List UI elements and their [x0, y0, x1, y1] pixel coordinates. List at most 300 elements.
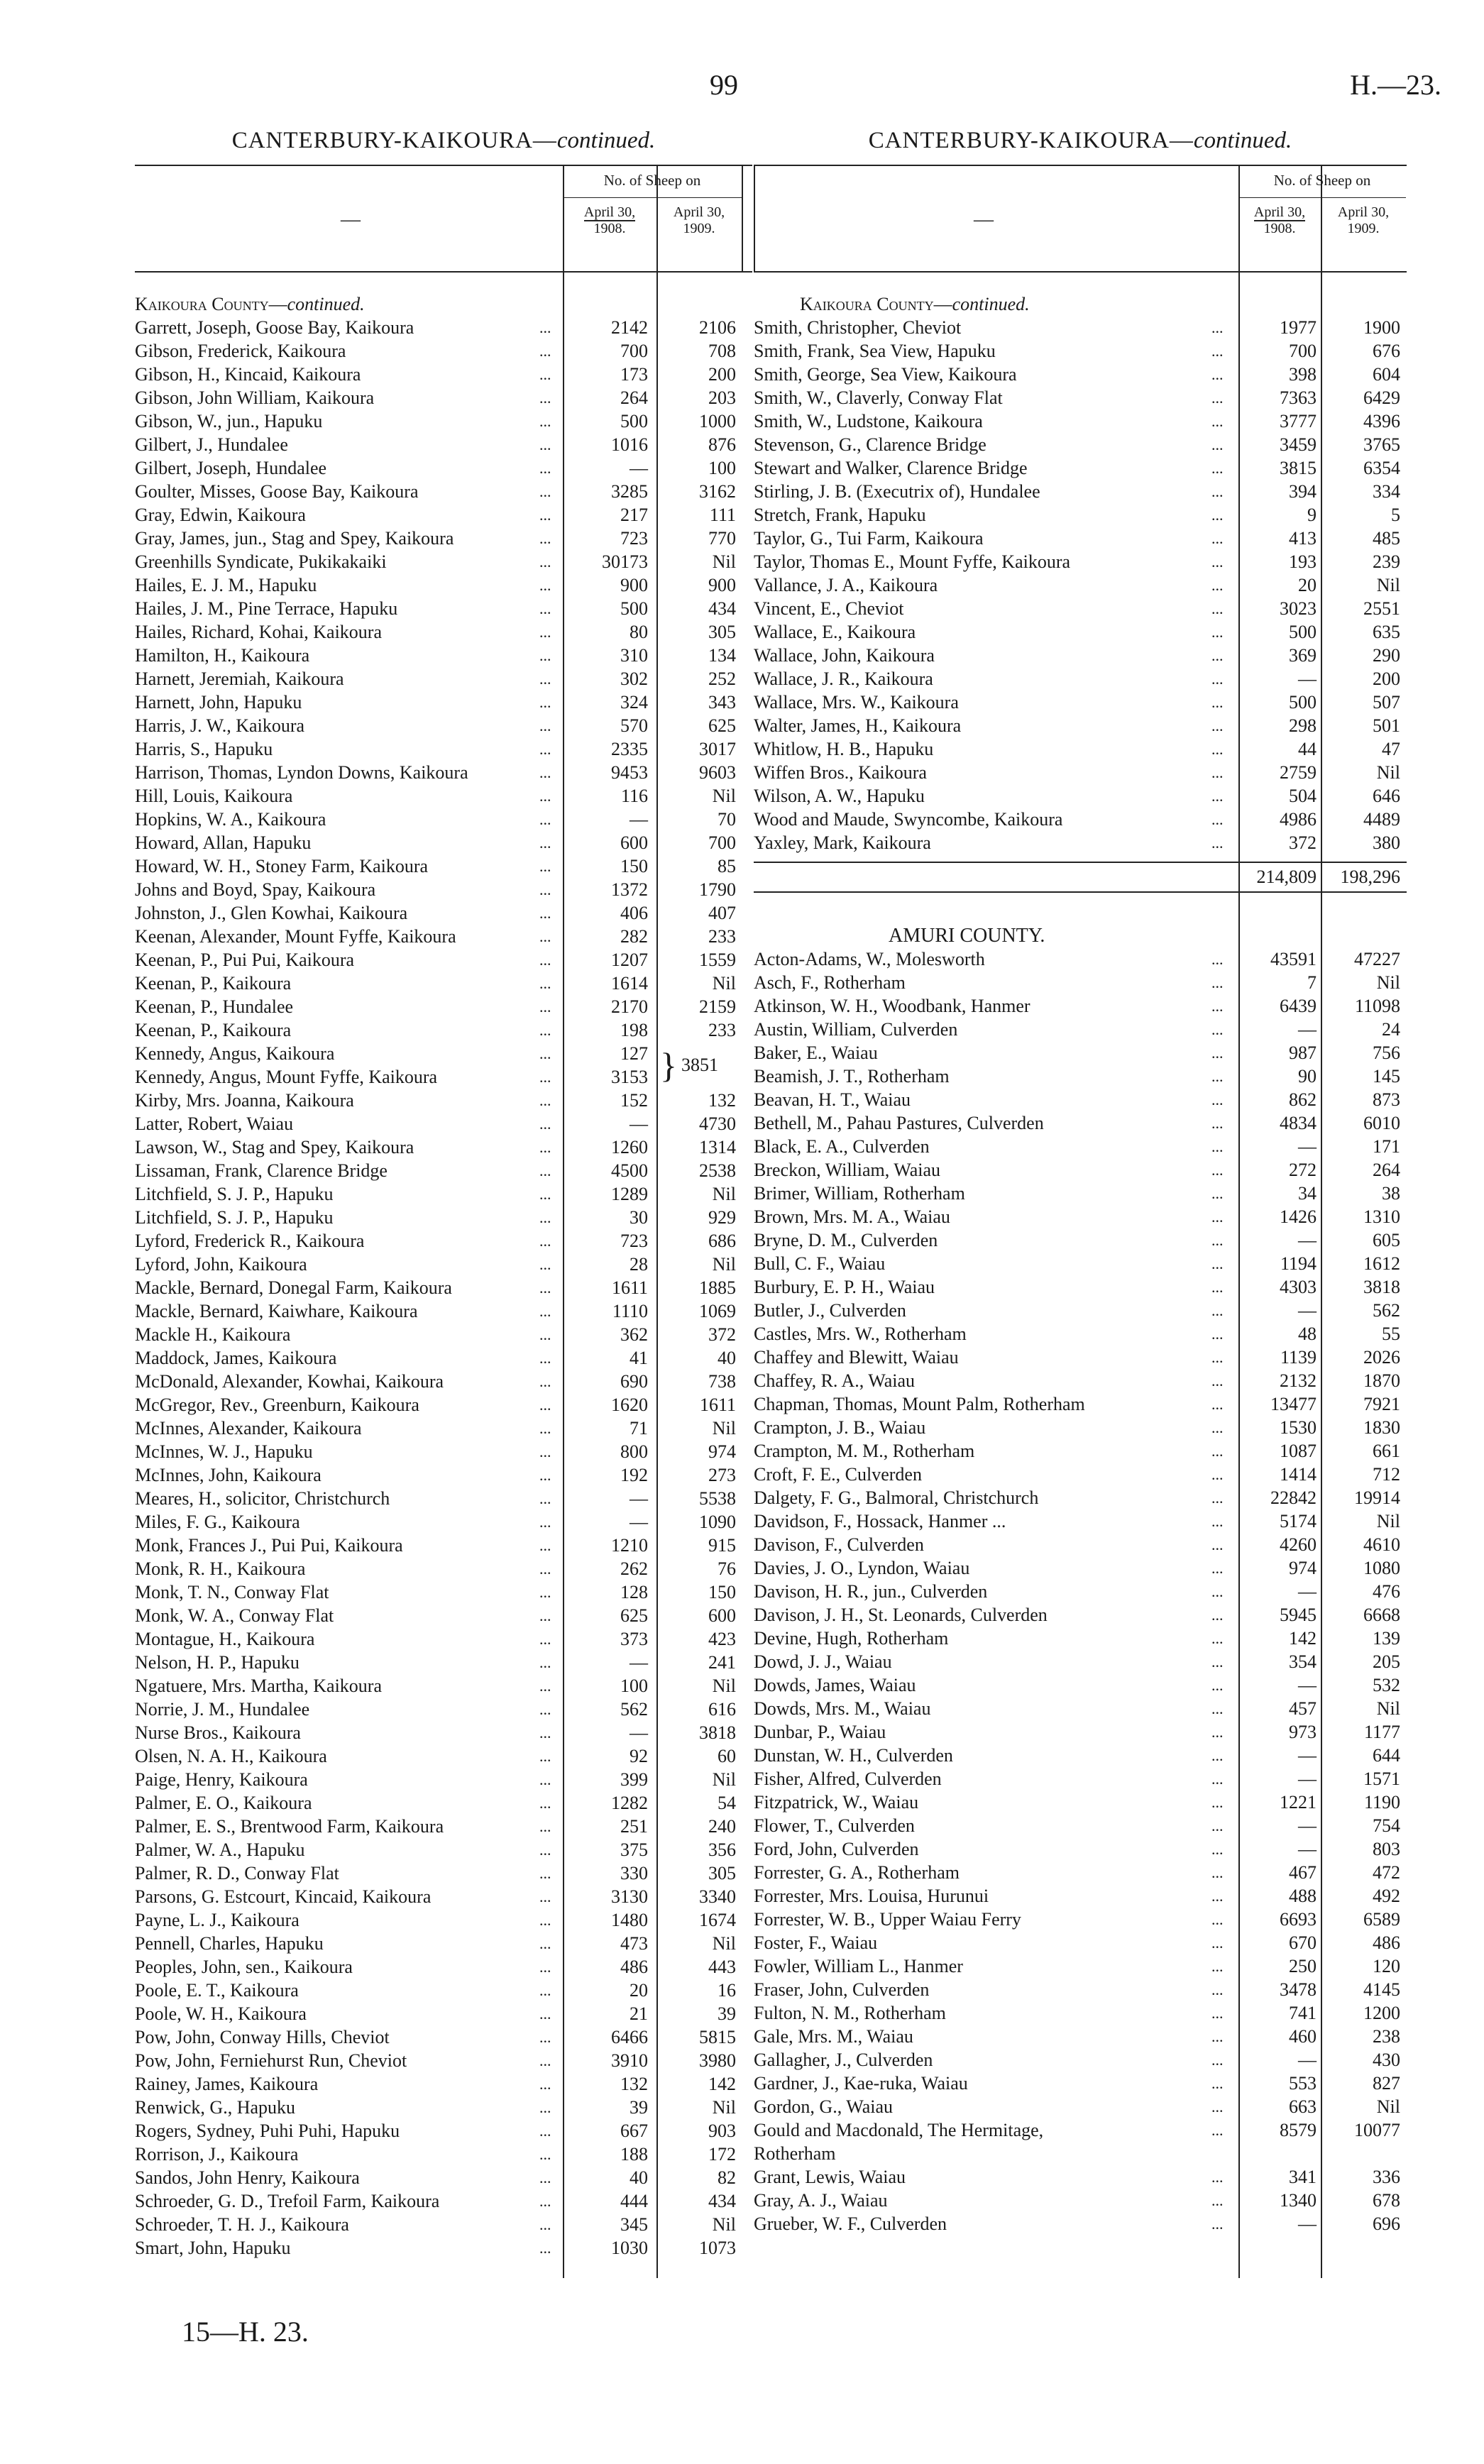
sheep-1908: 1087 [1280, 1441, 1317, 1461]
sheep-1909: 903 [708, 2121, 736, 2141]
left-col1-header: April 30, 1908. [583, 204, 636, 236]
sheep-1908: 30 [630, 1207, 648, 1228]
sheep-1908: 4260 [1280, 1534, 1317, 1555]
leader-dots: ... [1211, 2074, 1224, 2092]
sheep-1908: 3130 [611, 1886, 648, 1907]
holder-name: Wallace, John, Kaikoura [754, 645, 935, 666]
leader-dots: ... [1211, 1770, 1224, 1788]
table-row [135, 1815, 752, 1838]
sheep-1908: 48 [1298, 1324, 1317, 1344]
holder-name: McGregor, Rev., Greenburn, Kaikoura [135, 1395, 419, 1415]
holder-name: Pennell, Charles, Hapuku [135, 1933, 324, 1954]
holder-name: Vincent, E., Cheviot [754, 598, 904, 619]
sheep-1909: 1559 [699, 950, 736, 970]
leader-dots: ... [1211, 1817, 1224, 1835]
right-column-title [754, 128, 1407, 165]
holder-name: Wood and Maude, Swyncombe, Kaikoura [754, 809, 1063, 830]
sheep-1908: 43591 [1270, 949, 1317, 969]
leader-dots: ... [539, 2005, 551, 2023]
right-col1-header: April 30, 1908. [1253, 204, 1306, 236]
leader-dots: ... [539, 1607, 551, 1624]
sheep-1908: — [1298, 1136, 1317, 1157]
sheep-1909: 85 [718, 856, 736, 876]
leader-dots: ... [1211, 1840, 1224, 1858]
sheep-1908: 3153 [611, 1067, 648, 1087]
leader-dots: ... [1211, 576, 1224, 594]
sheep-1909: 4730 [699, 1113, 736, 1134]
leader-dots: ... [539, 740, 551, 758]
holder-name: Chaffey, R. A., Waiau [754, 1370, 916, 1391]
holder-name: Acton-Adams, W., Molesworth [754, 949, 985, 969]
holder-name: Litchfield, S. J. P., Hapuku [135, 1184, 334, 1204]
sheep-1908: 973 [1289, 1722, 1317, 1742]
sheep-1908: 570 [620, 715, 648, 736]
leader-dots: ... [1211, 717, 1224, 735]
sheep-1908: — [1298, 1300, 1317, 1321]
holder-name: Kennedy, Angus, Kaikoura [135, 1043, 335, 1064]
sheep-1909: 11098 [1354, 996, 1400, 1016]
holder-name: Devine, Hugh, Rotherham [754, 1628, 949, 1649]
table-row [754, 1275, 1407, 1299]
leader-dots: ... [1211, 1114, 1224, 1132]
right-title-italic: continued. [1193, 128, 1292, 153]
sheep-1908: 974 [1289, 1558, 1317, 1578]
sheep-1908: 2335 [611, 739, 648, 759]
table-row [754, 1228, 1407, 1252]
table-row [754, 409, 1407, 433]
table-row [135, 878, 752, 901]
leader-dots: ... [539, 1185, 551, 1203]
holder-name: Atkinson, W. H., Woodbank, Hanmer [754, 996, 1030, 1016]
sheep-1909: 434 [708, 598, 736, 619]
holder-name: Wiffen Bros., Kaikoura [754, 762, 927, 783]
leader-dots: ... [539, 1419, 551, 1437]
sheep-1909: 238 [1373, 2026, 1400, 2047]
sheep-1908: 457 [1289, 1698, 1317, 1719]
sheep-1908: 302 [620, 669, 648, 689]
leader-dots: ... [1211, 1583, 1224, 1600]
sheep-1909: 82 [718, 2167, 736, 2188]
holder-name: Bethell, M., Pahau Pastures, Culverden [754, 1113, 1044, 1133]
sheep-1909: 486 [1373, 1932, 1400, 1953]
holder-name: Latter, Robert, Waiau [135, 1113, 294, 1134]
table-row [135, 667, 752, 691]
leader-dots: ... [1211, 1302, 1224, 1319]
sheep-1909: 305 [708, 622, 736, 642]
table-row [135, 1955, 752, 1979]
table-row [754, 1346, 1407, 1369]
leader-dots: ... [539, 693, 551, 711]
sheep-1908: 667 [620, 2121, 648, 2141]
table-row [135, 1698, 752, 1721]
sheep-1909: 915 [708, 1535, 736, 1556]
table-row [135, 784, 752, 808]
holder-name: Hill, Louis, Kaikoura [135, 786, 293, 806]
sheep-1909: 803 [1373, 1839, 1400, 1859]
leader-dots: ... [539, 506, 551, 524]
sheep-1909: 305 [708, 1863, 736, 1883]
right-sheep-label: No. of Sheep on [1273, 172, 1371, 189]
sheep-1908: 467 [1289, 1862, 1317, 1883]
sheep-1909: 139 [1373, 1628, 1400, 1649]
holder-name: Palmer, E. S., Brentwood Farm, Kaikoura [135, 1816, 444, 1837]
table-row [754, 1041, 1407, 1065]
sheep-1909: 423 [708, 1629, 736, 1649]
table-row [754, 1791, 1407, 1814]
sheep-1909: 562 [1373, 1300, 1400, 1321]
leader-dots: ... [539, 365, 551, 383]
holder-name: Gibson, John William, Kaikoura [135, 387, 375, 408]
holder-name: Walter, James, H., Kaikoura [754, 715, 962, 736]
sheep-1909: 604 [1373, 364, 1400, 385]
sheep-1909: 492 [1373, 1886, 1400, 1906]
sheep-1908: 1426 [1280, 1206, 1317, 1227]
holder-name: Keenan, P., Kaikoura [135, 973, 292, 994]
sheep-1909: 76 [718, 1558, 736, 1579]
holder-name: Keenan, Alexander, Mount Fyffe, Kaikoura [135, 926, 456, 947]
sheep-1908: 41 [630, 1348, 648, 1368]
holder-name: Palmer, E. O., Kaikoura [135, 1793, 312, 1813]
leader-dots: ... [539, 1513, 551, 1531]
leader-dots: ... [539, 1232, 551, 1250]
leader-dots: ... [1211, 1442, 1224, 1460]
sheep-1908: 600 [620, 832, 648, 853]
sheep-1908: 488 [1289, 1886, 1317, 1906]
table-row [754, 1814, 1407, 1837]
table-row [135, 714, 752, 737]
table-row [754, 2095, 1407, 2118]
sheep-1908: 13477 [1270, 1394, 1317, 1414]
table-row [754, 339, 1407, 363]
leader-dots: ... [539, 1373, 551, 1390]
sheep-1908: 21 [630, 2003, 648, 2024]
leader-dots: ... [539, 1841, 551, 1859]
leader-dots: ... [1211, 1887, 1224, 1905]
holder-name: Fitzpatrick, W., Waiau [754, 1792, 919, 1813]
sheep-1909: 134 [708, 645, 736, 666]
sheep-1908: 473 [620, 1933, 648, 1954]
sheep-1908: 39 [630, 2097, 648, 2118]
table-row [754, 1252, 1407, 1275]
table-row [135, 1206, 752, 1229]
leader-dots: ... [539, 1888, 551, 1905]
leader-dots: ... [1211, 2191, 1224, 2209]
holder-name: Poole, W. H., Kaikoura [135, 2003, 307, 2024]
holder-name: Fulton, N. M., Rotherham [754, 2003, 946, 2023]
table-row [135, 1112, 752, 1135]
leader-dots: ... [539, 1302, 551, 1320]
sheep-1909: 233 [708, 926, 736, 947]
leader-dots: ... [539, 1279, 551, 1297]
sheep-1909: 336 [1373, 2167, 1400, 2187]
sheep-1908: 3285 [611, 481, 648, 502]
sheep-1908: 71 [630, 1418, 648, 1439]
leader-dots: ... [1211, 1559, 1224, 1577]
right-county-heading: Kaikoura County—continued. [800, 294, 1030, 314]
table-row [754, 2072, 1407, 2095]
table-row [754, 1556, 1407, 1580]
sheep-1909: 472 [1373, 1862, 1400, 1883]
table-row [754, 947, 1407, 971]
sheep-1909: 1073 [699, 2238, 736, 2258]
sheep-1908: 2132 [1280, 1370, 1317, 1391]
table-row [135, 1487, 752, 1510]
sheep-1908: 398 [1289, 364, 1317, 385]
holder-name: Beamish, J. T., Rotherham [754, 1066, 950, 1087]
table-row [135, 831, 752, 854]
sheep-1908: — [630, 1722, 648, 1743]
holder-name: Monk, W. A., Conway Flat [135, 1605, 334, 1626]
leader-dots: ... [1211, 810, 1224, 828]
leader-dots: ... [539, 2216, 551, 2233]
sheep-1909: 2159 [699, 996, 736, 1017]
leader-dots: ... [1211, 2098, 1224, 2116]
sheep-1908: 22842 [1270, 1487, 1317, 1508]
sheep-1909: 10077 [1354, 2120, 1400, 2140]
leader-dots: ... [539, 764, 551, 781]
leader-dots: ... [1211, 1395, 1224, 1413]
table-row [754, 433, 1407, 456]
sheep-1909: 1611 [699, 1395, 736, 1415]
holder-name: Forrester, Mrs. Louisa, Hurunui [754, 1886, 989, 1906]
sheep-1908: — [630, 1488, 648, 1509]
sheep-1909: 264 [1373, 1160, 1400, 1180]
holder-name: Rorrison, J., Kaikoura [135, 2144, 299, 2165]
table-row [135, 1627, 752, 1651]
holder-name: Kennedy, Angus, Mount Fyffe, Kaikoura [135, 1067, 438, 1087]
sheep-1908: 188 [620, 2144, 648, 2165]
table-row [135, 550, 752, 573]
sheep-1909: 929 [708, 1207, 736, 1228]
leader-dots: ... [1211, 1348, 1224, 1366]
sheep-1908: 553 [1289, 2073, 1317, 2094]
table-row [754, 737, 1407, 761]
leader-dots: ... [1211, 2051, 1224, 2069]
holder-name: Grant, Lewis, Waiau [754, 2167, 906, 2187]
sheep-1908: 1530 [1280, 1417, 1317, 1438]
table-row [754, 480, 1407, 503]
leader-dots: ... [1211, 2168, 1224, 2186]
sheep-1908: 4500 [611, 1160, 648, 1181]
holder-name: Gale, Mrs. M., Waiau [754, 2026, 913, 2047]
table-row [135, 2002, 752, 2025]
holder-name: Hopkins, W. A., Kaikoura [135, 809, 326, 830]
holder-name: Dunbar, P., Waiau [754, 1722, 886, 1742]
sheep-1909: 1000 [699, 411, 736, 431]
sheep-1909: 47 [1382, 739, 1400, 759]
sheep-1909: Nil [1376, 2096, 1400, 2117]
holder-name: Fowler, William L., Hanmer [754, 1956, 963, 1976]
table-row [135, 386, 752, 409]
table-row [754, 1908, 1407, 1931]
table-row [135, 2143, 752, 2166]
holder-name: Maddock, James, Kaikoura [135, 1348, 337, 1368]
table-row [135, 409, 752, 433]
holder-name: Norrie, J. M., Hundalee [135, 1699, 310, 1720]
holder-name: Howard, Allan, Hapuku [135, 832, 312, 853]
sheep-1909: Nil [712, 1184, 736, 1204]
table-row [754, 1978, 1407, 2001]
holder-name: Butler, J., Culverden [754, 1300, 906, 1321]
sheep-1909: 1612 [1363, 1253, 1400, 1274]
table-row [135, 2213, 752, 2236]
sheep-1909: 3162 [699, 481, 736, 502]
sheep-1909: 827 [1373, 2073, 1400, 2094]
table-row [135, 1510, 752, 1534]
sheep-1909: 600 [708, 1605, 736, 1626]
sheep-1908: — [1298, 1230, 1317, 1250]
left-column-title [135, 128, 752, 165]
holder-name: Gray, Edwin, Kaikoura [135, 505, 306, 525]
holder-name: Hailes, E. J. M., Hapuku [135, 575, 317, 595]
holder-name: Fraser, John, Culverden [754, 1979, 930, 2000]
holder-name: Keenan, P., Pui Pui, Kaikoura [135, 950, 355, 970]
sheep-1908: 1030 [611, 2238, 648, 2258]
sheep-1908: — [1298, 1675, 1317, 1695]
holder-name: Gallagher, J., Culverden [754, 2050, 933, 2070]
leader-dots: ... [1211, 1372, 1224, 1390]
sheep-1909: 4489 [1363, 809, 1400, 830]
leader-dots: ... [539, 1021, 551, 1039]
table-row [135, 1534, 752, 1557]
table-row [754, 503, 1407, 527]
sheep-1909: 1571 [1363, 1769, 1400, 1789]
sheep-1909: 241 [708, 1652, 736, 1673]
sheep-1908: 90 [1298, 1066, 1317, 1087]
sheep-1908: 444 [620, 2191, 648, 2211]
right-rows [754, 316, 1407, 854]
holder-name: Forrester, G. A., Rotherham [754, 1862, 960, 1883]
table-row [754, 386, 1407, 409]
sheep-1909: Nil [1376, 1698, 1400, 1719]
sheep-1909: 696 [1373, 2213, 1400, 2234]
holder-name: Bryne, D. M., Culverden [754, 1230, 938, 1250]
sheep-1908: 20 [1298, 575, 1317, 595]
leader-dots: ... [539, 1771, 551, 1788]
table-row [135, 691, 752, 714]
sheep-1908: 341 [1289, 2167, 1317, 2187]
sheep-1909: 60 [718, 1746, 736, 1766]
table-row [754, 994, 1407, 1018]
table-row [135, 1065, 752, 1089]
sheep-1908: — [630, 1652, 648, 1673]
holder-name: Goulter, Misses, Goose Bay, Kaikoura [135, 481, 419, 502]
leader-dots: ... [539, 1162, 551, 1179]
holder-name: Olsen, N. A. H., Kaikoura [135, 1746, 327, 1766]
leader-dots: ... [539, 412, 551, 430]
leader-dots: ... [539, 1466, 551, 1484]
sheep-1909: 434 [708, 2191, 736, 2211]
leader-dots: ... [539, 1794, 551, 1812]
table-row [135, 1721, 752, 1744]
table-row [754, 1837, 1407, 1861]
table-row [135, 573, 752, 597]
sheep-1909: Nil [712, 1418, 736, 1439]
sheep-1909: 55 [1382, 1324, 1400, 1344]
table-row [135, 2119, 752, 2143]
sheep-1909: 754 [1373, 1815, 1400, 1836]
sheep-1908: 192 [620, 1465, 648, 1485]
leader-dots: ... [539, 1817, 551, 1835]
sheep-1908: — [1298, 1019, 1317, 1040]
table-row [135, 1463, 752, 1487]
leader-dots: ... [1211, 436, 1224, 453]
sheep-1908: 700 [620, 341, 648, 361]
table-row [754, 1580, 1407, 1603]
leader-dots: ... [1211, 670, 1224, 688]
table-row [135, 1838, 752, 1861]
table-row [754, 2025, 1407, 2048]
holder-name: Renwick, G., Hapuku [135, 2097, 296, 2118]
sheep-1909: 770 [708, 528, 736, 549]
sheep-1909: Nil [712, 1933, 736, 1954]
leader-dots: ... [539, 553, 551, 571]
table-row [754, 1954, 1407, 1978]
holder-name: Breckon, William, Waiau [754, 1160, 941, 1180]
table-row [135, 901, 752, 925]
document-code: H.—23. [1350, 69, 1441, 101]
leader-dots: ... [539, 1091, 551, 1109]
leader-dots: ... [539, 1396, 551, 1414]
sheep-1909: 678 [1373, 2190, 1400, 2211]
sheep-1909: 605 [1373, 1230, 1400, 1250]
leader-dots: ... [539, 1935, 551, 1952]
table-row [754, 1463, 1407, 1486]
table-row [135, 1417, 752, 1440]
sheep-1909: 443 [708, 1957, 736, 1977]
sheep-1908: 1221 [1280, 1792, 1317, 1813]
leader-dots: ... [539, 881, 551, 898]
table-row [754, 2001, 1407, 2025]
sheep-1908: 413 [1289, 528, 1317, 549]
sheep-1909: Nil [712, 1676, 736, 1696]
leader-dots: ... [539, 1326, 551, 1343]
sheep-1908: 399 [620, 1769, 648, 1790]
holder-name: Baker, E., Waiau [754, 1043, 878, 1063]
sheep-1908: 2170 [611, 996, 648, 1017]
holder-name: Litchfield, S. J. P., Hapuku [135, 1207, 334, 1228]
holder-name: Gould and Macdonald, The Hermitage, [754, 2120, 1044, 2140]
holder-name: Nurse Bros., Kaikoura [135, 1722, 301, 1743]
holder-name: Chaffey and Blewitt, Waiau [754, 1347, 959, 1368]
holder-name: McInnes, W. J., Hapuku [135, 1441, 313, 1462]
table-row [754, 2118, 1407, 2142]
sheep-1909: 1200 [1363, 2003, 1400, 2023]
table-row [135, 995, 752, 1018]
table-row [135, 1182, 752, 1206]
sheep-1908: 1110 [612, 1301, 648, 1321]
holder-name: Lawson, W., Stag and Spey, Kaikoura [135, 1137, 414, 1157]
leader-dots: ... [1211, 1465, 1224, 1483]
holder-name: Croft, F. E., Culverden [754, 1464, 922, 1485]
table-row [135, 1393, 752, 1417]
sheep-1908: 1289 [611, 1184, 648, 1204]
sheep-1909: 2551 [1363, 598, 1400, 619]
leader-dots: ... [539, 483, 551, 500]
table-row [135, 737, 752, 761]
sheep-1909: 356 [708, 1839, 736, 1860]
sheep-1909: Nil [1376, 972, 1400, 993]
holder-name: Dowds, James, Waiau [754, 1675, 916, 1695]
leader-dots: ... [539, 623, 551, 641]
leader-dots: ... [1211, 1489, 1224, 1507]
sheep-1909: 6589 [1363, 1909, 1400, 1930]
leader-dots: ... [539, 342, 551, 360]
sheep-1909: 3980 [699, 2050, 736, 2071]
holder-name: Lyford, Frederick R., Kaikoura [135, 1231, 365, 1251]
leader-dots: ... [1211, 2121, 1224, 2139]
sheep-1908: 152 [620, 1090, 648, 1111]
